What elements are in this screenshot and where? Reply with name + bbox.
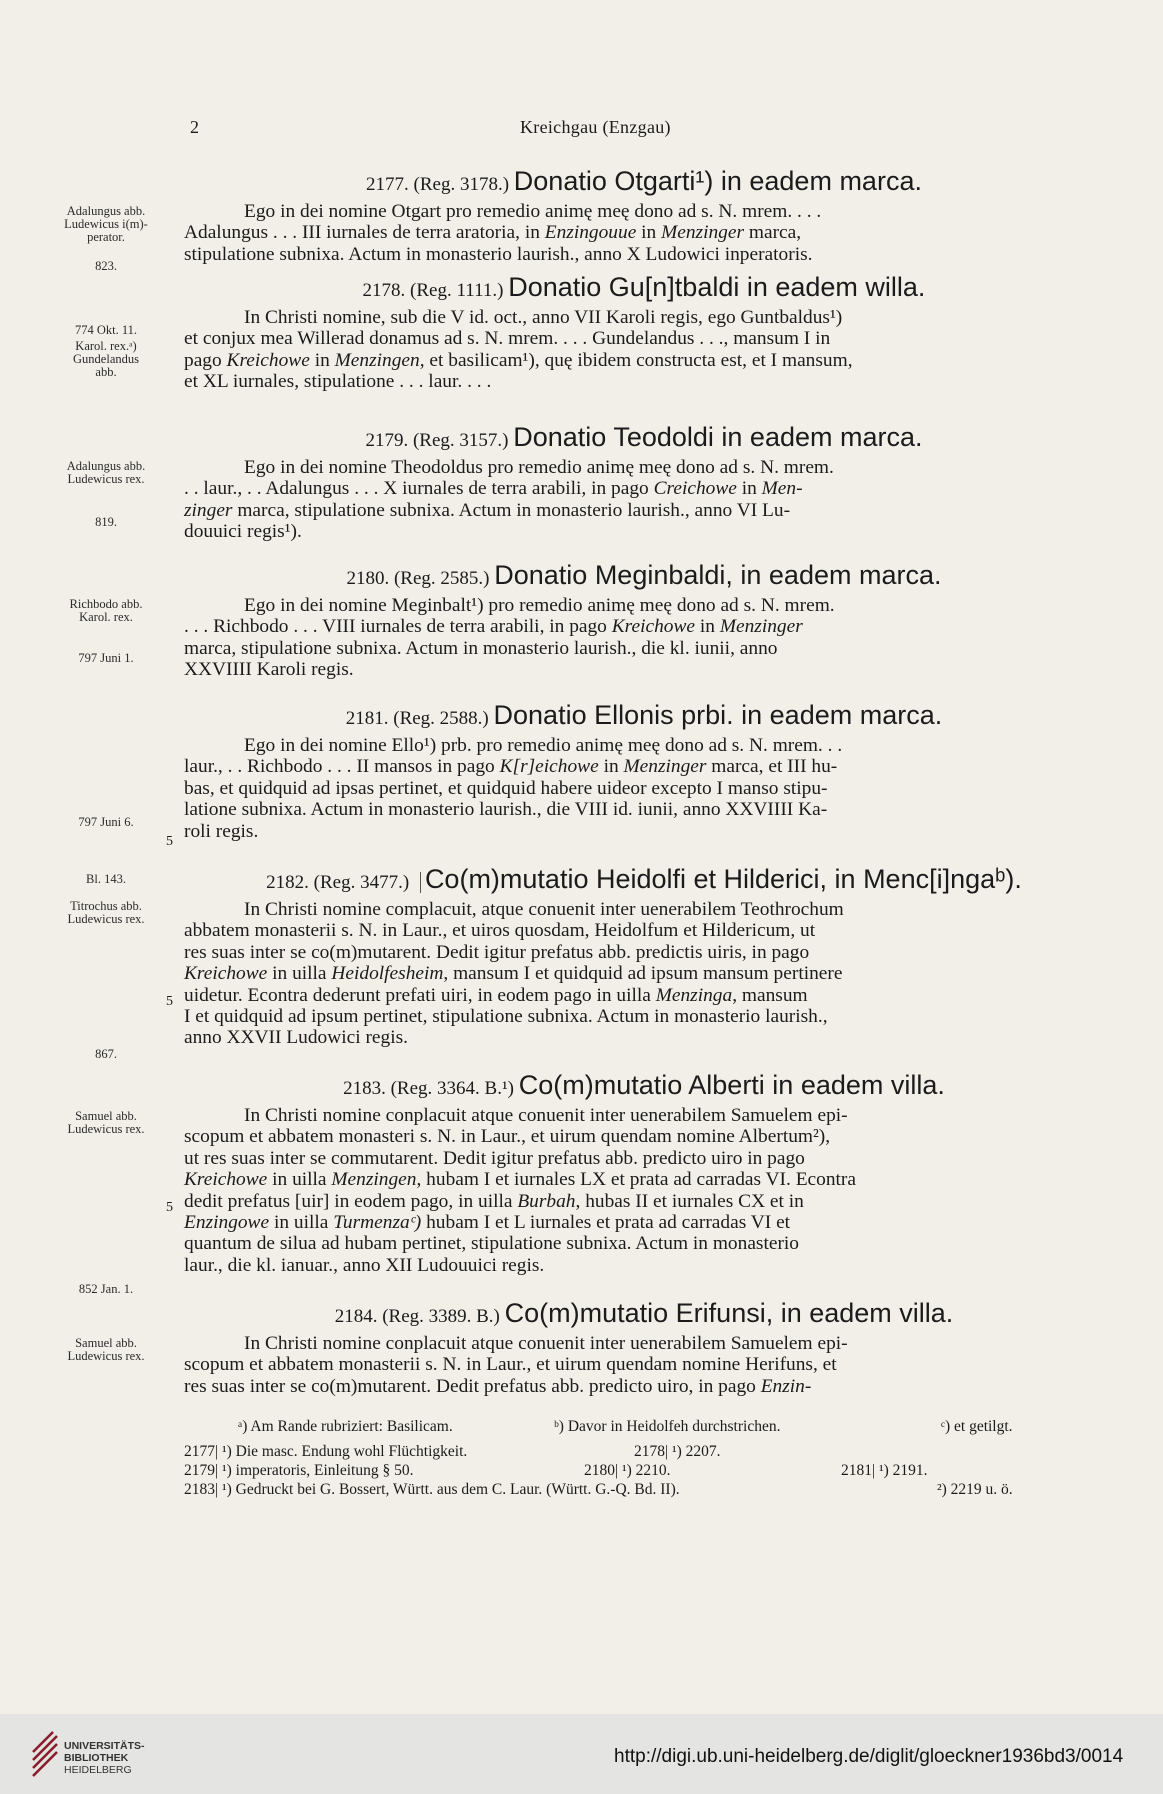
- entry-body: Ego in dei nomine Meginbalt¹) pro remedio animę meę dono ad s. N. mrem. . . . Richbodo . . . VIII iurnales de terra arabili, in pago Kreichowe in Menzinger marca, stipulatione subnixa. Actum in monasterio laurish., die kl. iunii, anno XXVIIII Karoli regis.: [184, 595, 835, 681]
- entry-body: In Christi nomine complacuit, atque conuenit inter uenerabilem Teothrochum abbatem monasterii s. N. in Laur., et uiros quosdam, Heidolfum et Hildericum, ut res suas inter se co(m)mutarent. Dedit igitur prefatus abb. predictis uiris, in pago Kreichowe in uilla Heidolfesheim, mansum I et quidquid ad ipsum mansum pertinere uidetur. Econtra dederunt prefati uiri, in eodem pago in uilla Menzinga, mansum I et quidquid ad ipsum pertinet, stipulatione subnixa. Actum in monasterio laurish., anno XXVII Ludowici regis.: [184, 899, 844, 1049]
- margin-note: 852 Jan. 1.: [78, 1282, 134, 1296]
- entry-title: 2177. (Reg. 3178.) Donatio Otgarti¹) in eadem marca.: [366, 166, 922, 196]
- entry-title: 2183. (Reg. 3364. B.¹) Co(m)mutatio Alberti in eadem villa.: [343, 1070, 945, 1100]
- entry-title: 2182. (Reg. 3477.) Co(m)mutatio Heidolfi et Hilderici, in Menc[i]ngaᵇ).: [266, 864, 1022, 894]
- entry-body: Ego in dei nomine Ello¹) prb. pro remedio animę meę dono ad s. N. mrem. . . laur., . . Richbodo . . . II mansos in pago K[r]eichowe in Menzinger marca, et III hu- bas, et quidquid ad ipsas pertinet, et quidquid habere uideor excepto I manso stipu- latione subnixa. Actum in monasterio laurish., die VIII id. iunii, anno XXVIIII Ka- roli regis.: [184, 735, 843, 842]
- footnote: 2180| ¹) 2210.: [584, 1462, 671, 1479]
- running-head: Kreichgau (Enzgau): [520, 117, 671, 137]
- entry-2181: [184, 700, 1044, 842]
- entry-2183: [184, 1070, 1044, 1276]
- entry-body: In Christi nomine, sub die V id. oct., anno VII Karoli regis, ego Guntbaldus¹) et conjux mea Willerad donamus ad s. N. mrem. . . . Gundelandus . . ., mansum I in pago Kreichowe in Menzingen, et basilicam¹), quę ibidem constructa est, et I mansum, et XL iurnales, stipulatione . . . laur. . . .: [184, 307, 853, 393]
- entry-2184: [184, 1298, 1044, 1397]
- margin-note: Titrochus abb. Ludewicus rex.: [67, 899, 145, 926]
- entry-body: Ego in dei nomine Otgart pro remedio animę meę dono ad s. N. mrem. . . . Adalungus . . . III iurnales de terra aratoria, in Enzingouue in Menzinger marca, stipulatione subnixa. Actum in monasterio laurish., anno X Ludowici inperatoris.: [184, 201, 822, 265]
- footnote: ᶜ) et getilgt.: [941, 1418, 1013, 1435]
- permalink[interactable]: http://digi.ub.uni-heidelberg.de/diglit/gloeckner1936bd3/0014: [614, 1746, 1124, 1767]
- footnote: 2181| ¹) 2191.: [841, 1462, 928, 1479]
- page-number: 2: [190, 117, 199, 137]
- footnote: 2179| ¹) imperatoris, Einleitung § 50.: [184, 1462, 414, 1479]
- footnote: 2178| ¹) 2207.: [634, 1443, 721, 1460]
- margin-note: Samuel abb. Ludewicus rex.: [67, 1336, 145, 1363]
- line-number: 5: [166, 834, 173, 849]
- entry-title: 2178. (Reg. 1111.) Donatio Gu[n]tbaldi in eadem willa.: [362, 272, 926, 302]
- footnote: ²) 2219 u. ö.: [937, 1481, 1013, 1498]
- entry-body: In Christi nomine conplacuit atque conuenit inter uenerabilem Samuelem epi- scopum et abbatem monasterii s. N. in Laur., et uirum quendam nomine Herifuns, et res suas inter se co(m)mutarent. Dedit prefatus abb. predicto uiro, in pago Enzin-: [184, 1333, 848, 1397]
- entry-body: In Christi nomine conplacuit atque conuenit inter uenerabilem Samuelem epi- scopum et abbatem monasteri s. N. in Laur., et uirum quendam nomine Albertum²), ut res suas inter se commutarent. Dedit igitur prefatus abb. predicto uiro in pago Kreichowe in uilla Menzingen, hubam I et iurnales LX et prata ad carradas VI. Econtra dedit prefatus [uir] in eodem pago, in uilla Burbah, hubas II et iurnales CX et in Enzingowe in uilla Turmenzaᶜ) hubam I et L iurnales et prata ad carradas VI et quantum de silua ad hubam pertinet, stipulatione subnixa. Actum in monasterio laur., die kl. ianuar., anno XII Ludouuici regis.: [184, 1105, 856, 1276]
- entry-title: 2180. (Reg. 2585.) Donatio Meginbaldi, in eadem marca.: [346, 560, 942, 590]
- entry-title: 2181. (Reg. 2588.) Donatio Ellonis prbi. in eadem marca.: [345, 700, 943, 730]
- footnote: ᵃ) Am Rande rubriziert: Basilicam.: [238, 1418, 453, 1435]
- line-number: 5: [166, 1200, 173, 1215]
- entry-2179: [184, 422, 1044, 543]
- margin-note: 819.: [95, 515, 117, 529]
- margin-note: Adalungus abb. Ludewicus i(m)- perator.: [64, 204, 148, 244]
- line-number: 5: [166, 994, 173, 1009]
- margin-note: 797 Juni 1.: [78, 651, 134, 665]
- margin-note: Bl. 143.: [86, 872, 126, 886]
- margin-note: 823.: [95, 259, 117, 273]
- entry-2177: [184, 166, 1044, 265]
- margin-note: Samuel abb. Ludewicus rex.: [67, 1109, 145, 1136]
- entry-2182: [184, 864, 1044, 1049]
- margin-note: Karol. rex.ᵃ) Gundelandus abb.: [73, 339, 139, 379]
- margin-note: 797 Juni 6.: [78, 815, 134, 829]
- entry-title: 2179. (Reg. 3157.) Donatio Teodoldi in eadem marca.: [365, 422, 923, 452]
- margin-note: Adalungus abb. Ludewicus rex.: [66, 459, 146, 486]
- margin-note: 867.: [95, 1047, 117, 1061]
- margin-note: 774 Okt. 11.: [74, 323, 138, 337]
- footnote: 2177| ¹) Die masc. Endung wohl Flüchtigkeit.: [184, 1443, 468, 1460]
- entry-2180: [184, 560, 1044, 681]
- footnote: ᵇ) Davor in Heidolfeh durchstrichen.: [554, 1418, 781, 1435]
- margin-note: Richbodo abb. Karol. rex.: [69, 597, 143, 624]
- entry-body: Ego in dei nomine Theodoldus pro remedio animę meę dono ad s. N. mrem. . . laur., . . Adalungus . . . X iurnales de terra arabili, in pago Creichowe in Men- zinger marca, stipulatione subnixa. Actum in monasterio laurish., anno VI Lu- douuici regis¹).: [184, 457, 834, 543]
- library-name: UNIVERSITÄTS- BIBLIOTHEK HEIDELBERG: [64, 1740, 145, 1776]
- footnote: 2183| ¹) Gedruckt bei G. Bossert, Württ. aus dem C. Laur. (Württ. G.-Q. Bd. II).: [184, 1481, 680, 1498]
- library-logo: [30, 1728, 60, 1783]
- entry-2178: [184, 272, 1044, 393]
- entry-title: 2184. (Reg. 3389. B.) Co(m)mutatio Erifunsi, in eadem villa.: [334, 1298, 954, 1328]
